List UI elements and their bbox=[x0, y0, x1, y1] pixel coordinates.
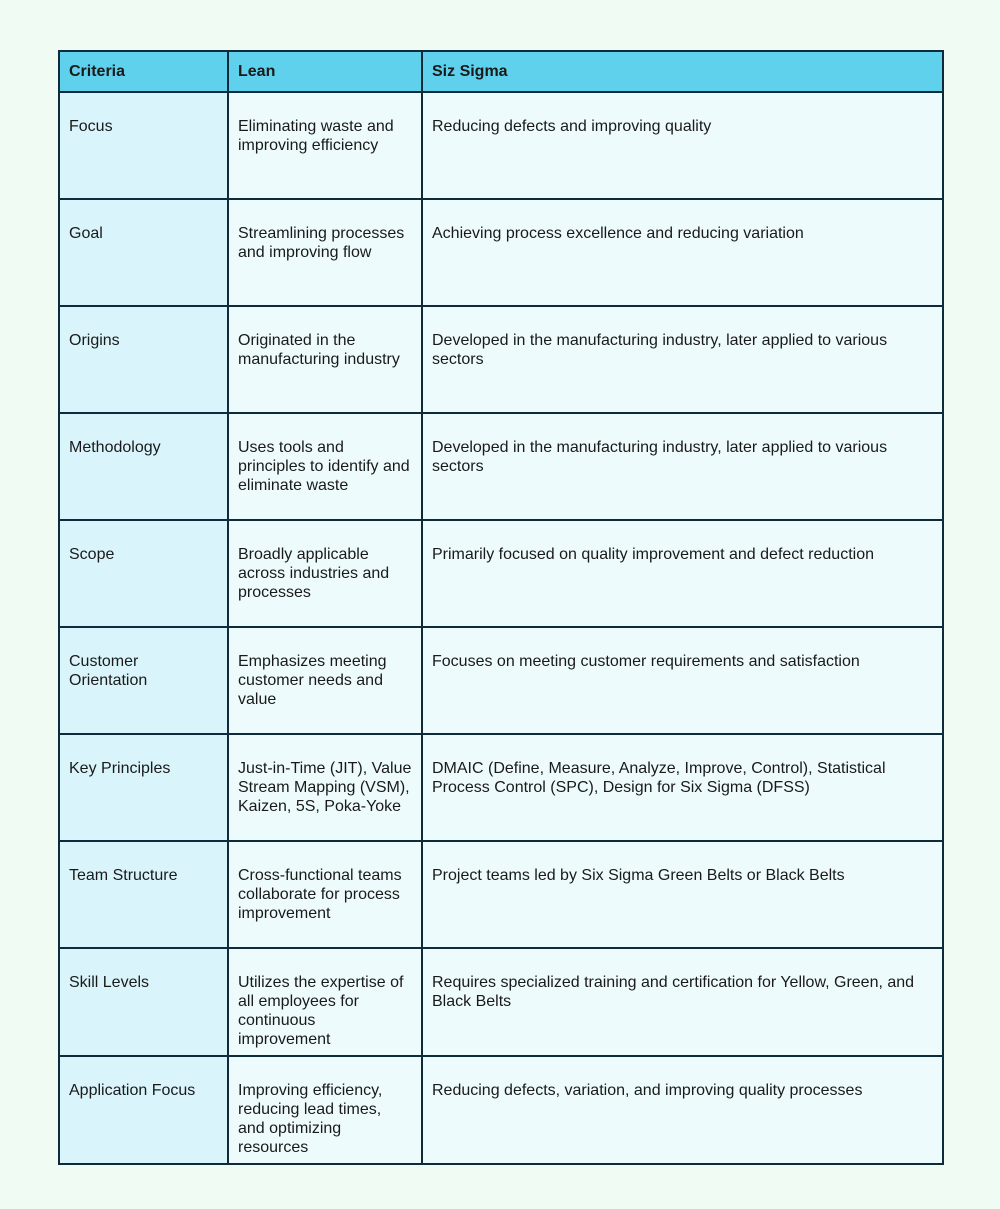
cell-criteria: Skill Levels bbox=[59, 948, 228, 1056]
table-row bbox=[59, 841, 943, 948]
table-row bbox=[59, 413, 943, 520]
cell-lean: Emphasizes meeting customer needs and value bbox=[228, 627, 422, 734]
cell-criteria: Team Structure bbox=[59, 841, 228, 948]
cell-lean: Streamlining processes and improving flow bbox=[228, 199, 422, 306]
table-row bbox=[59, 1056, 943, 1164]
cell-six-sigma: DMAIC (Define, Measure, Analyze, Improve, Control), Statistical Process Control (SPC), Design for Six Sigma (DFSS) bbox=[422, 734, 943, 841]
comparison-table-container bbox=[58, 50, 942, 1165]
cell-six-sigma: Project teams led by Six Sigma Green Belts or Black Belts bbox=[422, 841, 943, 948]
cell-lean: Originated in the manufacturing industry bbox=[228, 306, 422, 413]
cell-six-sigma: Reducing defects and improving quality bbox=[422, 92, 943, 199]
cell-criteria: Goal bbox=[59, 199, 228, 306]
cell-lean: Improving efficiency, reducing lead times, and optimizing resources bbox=[228, 1056, 422, 1164]
cell-six-sigma: Developed in the manufacturing industry, later applied to various sectors bbox=[422, 413, 943, 520]
cell-lean: Eliminating waste and improving efficiency bbox=[228, 92, 422, 199]
cell-criteria: Scope bbox=[59, 520, 228, 627]
cell-criteria: Focus bbox=[59, 92, 228, 199]
cell-lean: Utilizes the expertise of all employees for continuous improvement bbox=[228, 948, 422, 1056]
header-criteria: Criteria bbox=[59, 51, 228, 92]
header-six-sigma: Siz Sigma bbox=[422, 51, 943, 92]
table-row bbox=[59, 199, 943, 306]
header-row bbox=[59, 51, 943, 92]
cell-lean: Cross-functional teams collaborate for process improvement bbox=[228, 841, 422, 948]
table-row bbox=[59, 520, 943, 627]
cell-six-sigma: Primarily focused on quality improvement and defect reduction bbox=[422, 520, 943, 627]
table-header bbox=[59, 51, 943, 92]
cell-criteria: Customer Orientation bbox=[59, 627, 228, 734]
cell-six-sigma: Reducing defects, variation, and improving quality processes bbox=[422, 1056, 943, 1164]
comparison-table bbox=[58, 50, 944, 1165]
cell-six-sigma: Focuses on meeting customer requirements and satisfaction bbox=[422, 627, 943, 734]
table-body bbox=[59, 92, 943, 1164]
table-row bbox=[59, 627, 943, 734]
table-row bbox=[59, 306, 943, 413]
cell-criteria: Origins bbox=[59, 306, 228, 413]
cell-six-sigma: Requires specialized training and certification for Yellow, Green, and Black Belts bbox=[422, 948, 943, 1056]
cell-criteria: Methodology bbox=[59, 413, 228, 520]
table-row bbox=[59, 948, 943, 1056]
cell-lean: Uses tools and principles to identify and eliminate waste bbox=[228, 413, 422, 520]
cell-criteria: Key Principles bbox=[59, 734, 228, 841]
cell-lean: Broadly applicable across industries and processes bbox=[228, 520, 422, 627]
cell-six-sigma: Achieving process excellence and reducing variation bbox=[422, 199, 943, 306]
cell-lean: Just-in-Time (JIT), Value Stream Mapping (VSM), Kaizen, 5S, Poka-Yoke bbox=[228, 734, 422, 841]
header-lean: Lean bbox=[228, 51, 422, 92]
cell-criteria: Application Focus bbox=[59, 1056, 228, 1164]
cell-six-sigma: Developed in the manufacturing industry, later applied to various sectors bbox=[422, 306, 943, 413]
table-row bbox=[59, 92, 943, 199]
table-row bbox=[59, 734, 943, 841]
